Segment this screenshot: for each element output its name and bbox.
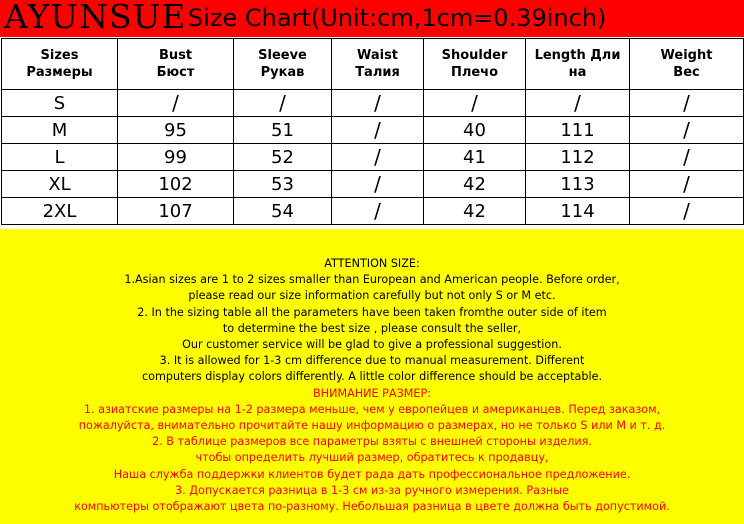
notice-en-line: 2. In the sizing table all the parameters have been taken fromthe outer side of item bbox=[137, 305, 607, 319]
waist-cell: / bbox=[332, 198, 424, 225]
table-row bbox=[2, 90, 744, 117]
shoulder-cell: 42 bbox=[424, 198, 526, 225]
shoulder-cell: 40 bbox=[424, 117, 526, 144]
bust-cell: 102 bbox=[118, 171, 234, 198]
bust-cell: 107 bbox=[118, 198, 234, 225]
length-cell: 111 bbox=[526, 117, 630, 144]
table-row bbox=[2, 171, 744, 198]
notice-ru-heading: ВНИМАНИЕ РАЗМЕР: bbox=[313, 386, 431, 400]
shoulder-cell: 41 bbox=[424, 144, 526, 171]
header-sleeve: Sleeve Рукав bbox=[234, 39, 332, 90]
brand-logo: AYUNSUE bbox=[4, 0, 187, 36]
notice-en-line: 3. It is allowed for 1-3 cm difference due to manual measurement. Different bbox=[159, 354, 585, 368]
shoulder-cell: 42 bbox=[424, 171, 526, 198]
weight-cell: / bbox=[630, 171, 744, 198]
sleeve-cell: / bbox=[234, 90, 332, 117]
sleeve-cell: 52 bbox=[234, 144, 332, 171]
waist-cell: / bbox=[332, 171, 424, 198]
notice-en-line: 1.Asian sizes are 1 to 2 sizes smaller than European and American people. Before order, bbox=[124, 273, 620, 287]
size-cell: S bbox=[2, 90, 118, 117]
size-table bbox=[1, 38, 744, 225]
notice-ru-line: 3. Допускается разница в 1-3 см из-за ручного измерения. Разные bbox=[175, 483, 569, 497]
header-shoulder: Shoulder Плечо bbox=[424, 39, 526, 90]
header-weight: Weight Вес bbox=[630, 39, 744, 90]
table-row bbox=[2, 117, 744, 144]
weight-cell: / bbox=[630, 144, 744, 171]
length-cell: / bbox=[526, 90, 630, 117]
weight-cell: / bbox=[630, 198, 744, 225]
bust-cell: 99 bbox=[118, 144, 234, 171]
notice-ru-line: 1. азиатские размеры на 1-2 размера меньше, чем у европейцев и американцев. Перед заказом, bbox=[83, 402, 661, 416]
notice-text-block bbox=[0, 256, 744, 515]
waist-cell: / bbox=[332, 144, 424, 171]
bust-cell: / bbox=[118, 90, 234, 117]
size-cell: M bbox=[2, 117, 118, 144]
length-cell: 114 bbox=[526, 198, 630, 225]
table-header-row bbox=[2, 39, 744, 90]
length-cell: 112 bbox=[526, 144, 630, 171]
size-cell: XL bbox=[2, 171, 118, 198]
notice-ru-line: чтобы определить лучший размер, обратитесь к продавцу, bbox=[195, 451, 549, 465]
header-waist: Waist Талия bbox=[332, 39, 424, 90]
notice-en-heading: ATTENTION SIZE: bbox=[324, 257, 420, 270]
size-cell: 2XL bbox=[2, 198, 118, 225]
size-chart-title: Size Chart(Unit:cm,1cm=0.39inch) bbox=[188, 4, 607, 32]
notice-ru-line: компьютеры отображают цвета по-разному. Небольшая разница в цвете должна быть допустимой. bbox=[74, 500, 670, 514]
table-row bbox=[2, 198, 744, 225]
length-cell: 113 bbox=[526, 171, 630, 198]
shoulder-cell: / bbox=[424, 90, 526, 117]
header-sizes: Sizes Размеры bbox=[2, 39, 118, 90]
size-cell: L bbox=[2, 144, 118, 171]
table-row bbox=[2, 144, 744, 171]
weight-cell: / bbox=[630, 90, 744, 117]
header-bust: Bust Бюст bbox=[118, 39, 234, 90]
attention-notice bbox=[0, 229, 744, 524]
notice-ru-line: 2. В таблице размеров все параметры взяты с внешней стороны изделия. bbox=[152, 435, 592, 449]
sleeve-cell: 54 bbox=[234, 198, 332, 225]
header-length: Length Дли на bbox=[526, 39, 630, 90]
waist-cell: / bbox=[332, 117, 424, 144]
notice-en-line: to determine the best size , please consult the seller, bbox=[222, 321, 522, 335]
bust-cell: 95 bbox=[118, 117, 234, 144]
notice-en-line: please read our size information carefully but not only S or M etc. bbox=[188, 289, 556, 303]
notice-ru-line: Наша служба поддержки клиентов будет рада дать профессиональное предложение. bbox=[113, 467, 631, 481]
sleeve-cell: 51 bbox=[234, 117, 332, 144]
notice-en-line: computers display colors differently. A little color difference should be acceptable. bbox=[141, 370, 603, 384]
notice-en-line: Our customer service will be glad to give a professional suggestion. bbox=[182, 338, 562, 352]
header-banner bbox=[0, 0, 744, 37]
notice-ru-line: пожалуйста, внимательно прочитайте нашу информацию о размерах, но не только S или M и т. д. bbox=[78, 419, 666, 433]
waist-cell: / bbox=[332, 90, 424, 117]
sleeve-cell: 53 bbox=[234, 171, 332, 198]
weight-cell: / bbox=[630, 117, 744, 144]
